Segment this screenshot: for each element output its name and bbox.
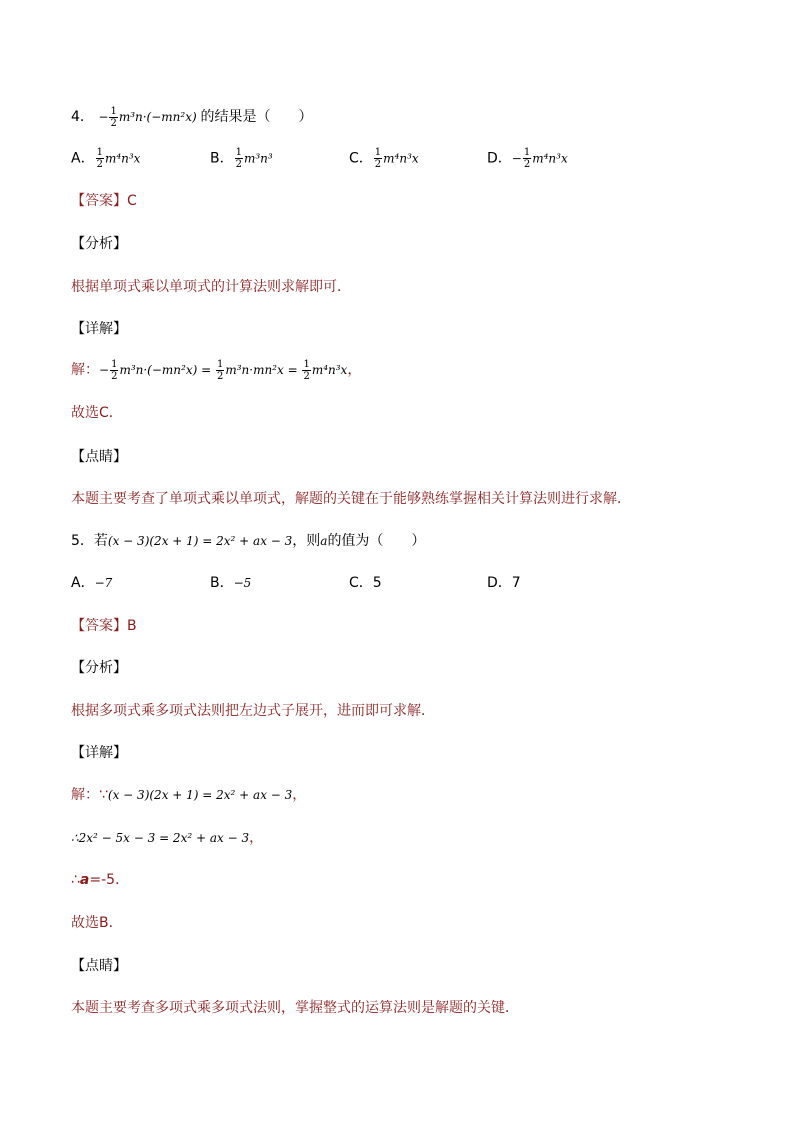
q4-stem (71, 106, 312, 129)
q4-detail-solution: 解：− $\frac{1}{2}$ m³n·(−mn²x) = $\frac{1}{2}$ m³n·mn²x = $\frac{1}{2}$ m⁴n³x， (71, 359, 362, 382)
q4-analysis-label: 【分析】 (71, 236, 127, 252)
q4-choice: 故选C． (71, 405, 123, 421)
q5-choice: 故选B． (71, 915, 123, 931)
q5-comment-label: 【点睛】 (71, 958, 127, 974)
q5-detail-line-1: 解：∵(x − 3)(2x + 1) = 2x² + ax − 3， (71, 787, 307, 803)
q4-detail-expression: − $\frac{1}{2}$ m³n·(−mn²x) = $\frac{1}{2}$ m³n·mn²x = $\frac{1}{2}$ m⁴n³x (99, 359, 348, 382)
q5-comment-text: 本题主要考查多项式乘多项式法则，掌握整式的运算法则是解题的关键． (71, 1000, 519, 1016)
q5-detail-line-3: ∴a=-5． (71, 872, 130, 888)
q4-option-c[interactable]: C． $\frac{1}{2}$ m⁴n³x (349, 147, 419, 170)
q5-expression: (x − 3)(2x + 1) = 2x² + ax − 3 (107, 534, 293, 548)
q5-number: 5．若 (71, 533, 108, 549)
q5-detail-label: 【详解】 (71, 745, 127, 761)
q5-analysis-text: 根据多项式乘多项式法则把左边式子展开，进而即可求解． (71, 703, 435, 719)
q5-variable: a (320, 534, 328, 548)
q4-comment-text: 本题主要考查了单项式乘以单项式，解题的关键在于能够熟练掌握相关计算法则进行求解． (71, 491, 631, 507)
q5-detail-line-2: ∴2x² − 5x − 3 = 2x² + ax − 3， (71, 830, 264, 846)
q5-option-b[interactable]: B．−5 (210, 575, 252, 591)
q4-option-a[interactable]: A． $\frac{1}{2}$ m⁴n³x (71, 147, 141, 170)
q4-detail-label: 【详解】 (71, 321, 127, 337)
q5-options (71, 572, 711, 596)
q5-option-a[interactable]: A．−7 (71, 575, 113, 591)
q5-answer: 【答案】B (71, 618, 137, 634)
q5-stem: 5．若(x − 3)(2x + 1) = 2x² + ax − 3，则a的值为（ ） (71, 533, 426, 549)
q4-expression: − $\frac{1}{2}$ m³n·(−mn²x) (98, 106, 197, 129)
q4-fraction: $\frac{1}{2}$ (110, 106, 117, 129)
q5-option-c[interactable]: C．5 (349, 575, 382, 591)
q5-option-d[interactable]: D．7 (487, 575, 521, 591)
q4-answer: 【答案】C (71, 193, 137, 209)
q4-number: 4． (71, 109, 94, 125)
q4-comment-label: 【点睛】 (71, 449, 127, 465)
q4-option-b[interactable]: B． $\frac{1}{2}$ m³n³ (210, 147, 273, 170)
q5-analysis-label: 【分析】 (71, 660, 127, 676)
q4-stem-text: 的结果是（ ） (200, 109, 313, 125)
q4-option-d[interactable]: D．− $\frac{1}{2}$ m⁴n³x (487, 147, 568, 170)
q4-analysis-text: 根据单项式乘以单项式的计算法则求解即可． (71, 279, 351, 295)
q4-options (71, 147, 711, 171)
